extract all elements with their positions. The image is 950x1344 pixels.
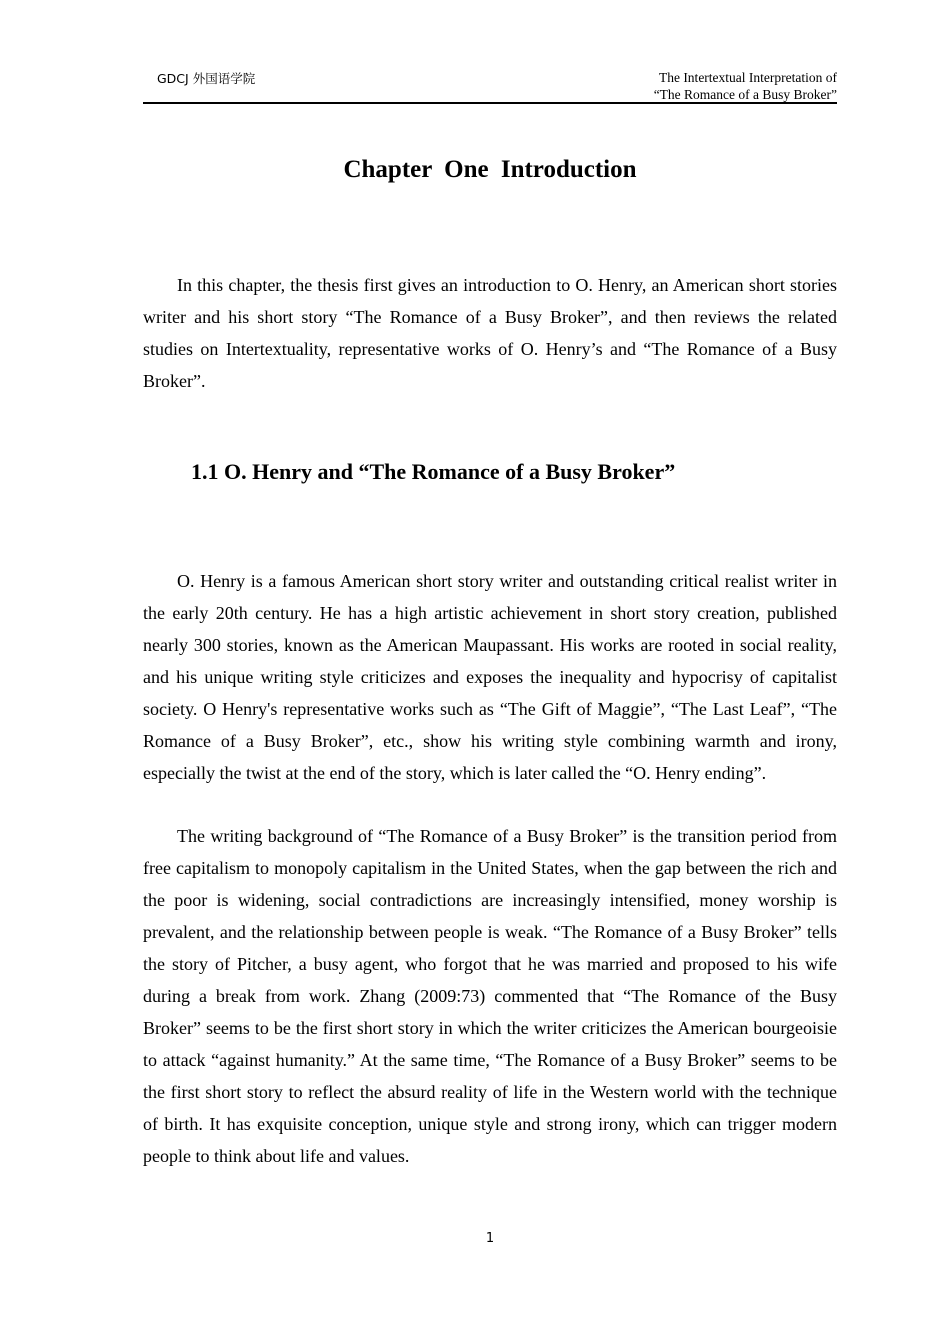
header-thesis-title	[654, 69, 837, 103]
section-paragraph-1: O. Henry is a famous American short story writer and outstanding critical realist writer in the early 20th century. He has a high artistic achievement in short story creation, published nearly 300 stories, known as the American Maupassant. His works are rooted in social reality, and his unique writing style criticizes and exposes the inequality and hypocrisy of capitalist society. O Henry's representative works such as “The Gift of Maggie”, “The Last Leaf”, “The Romance of a Busy Broker”, etc., show his writing style combining warmth and irony, especially the twist at the end of the story, which is later called the “O. Henry ending”.	[143, 571, 837, 783]
header-institution: GDCJ 外国语学院	[157, 71, 256, 86]
section-title: 1.1 O. Henry and “The Romance of a Busy Broker”	[191, 459, 676, 484]
header-title-line-2: “The Romance of a Busy Broker”	[653, 87, 837, 102]
header-title-line-1: The Intertextual Interpretation of	[658, 70, 837, 85]
section-paragraph-2: The writing background of “The Romance of a Busy Broker” is the transition period from free capitalism to monopoly capitalism in the United States, when the gap between the rich and the poor is widening, social contradictions are increasingly intensified, money worship is prevalent, and the relationship between people is weak. “The Romance of a Busy Broker” tells the story of Pitcher, a busy agent, who forgot that he was married and proposed to his wife during a break from work. Zhang (2009:73) commented that “The Romance of the Busy Broker” seems to be the first short story in which the writer criticizes the American bourgeoisie to attack “against humanity.” At the same time, “The Romance of a Busy Broker” seems to be the first short story to reflect the absurd reality of life in the Western world with the technique of birth. It has exquisite conception, unique style and strong irony, which can trigger modern people to think about life and values.	[143, 826, 837, 1166]
chapter-title: Chapter One Introduction	[343, 156, 637, 183]
intro-paragraph: In this chapter, the thesis first gives an introduction to O. Henry, an American short stories writer and his short story “The Romance of a Busy Broker”, and then reviews the related studies on Intertextuality, representative works of O. Henry’s and “The Romance of a Busy Broker”.	[143, 275, 837, 391]
header-divider	[143, 102, 837, 104]
page-number: 1	[485, 1231, 495, 1246]
